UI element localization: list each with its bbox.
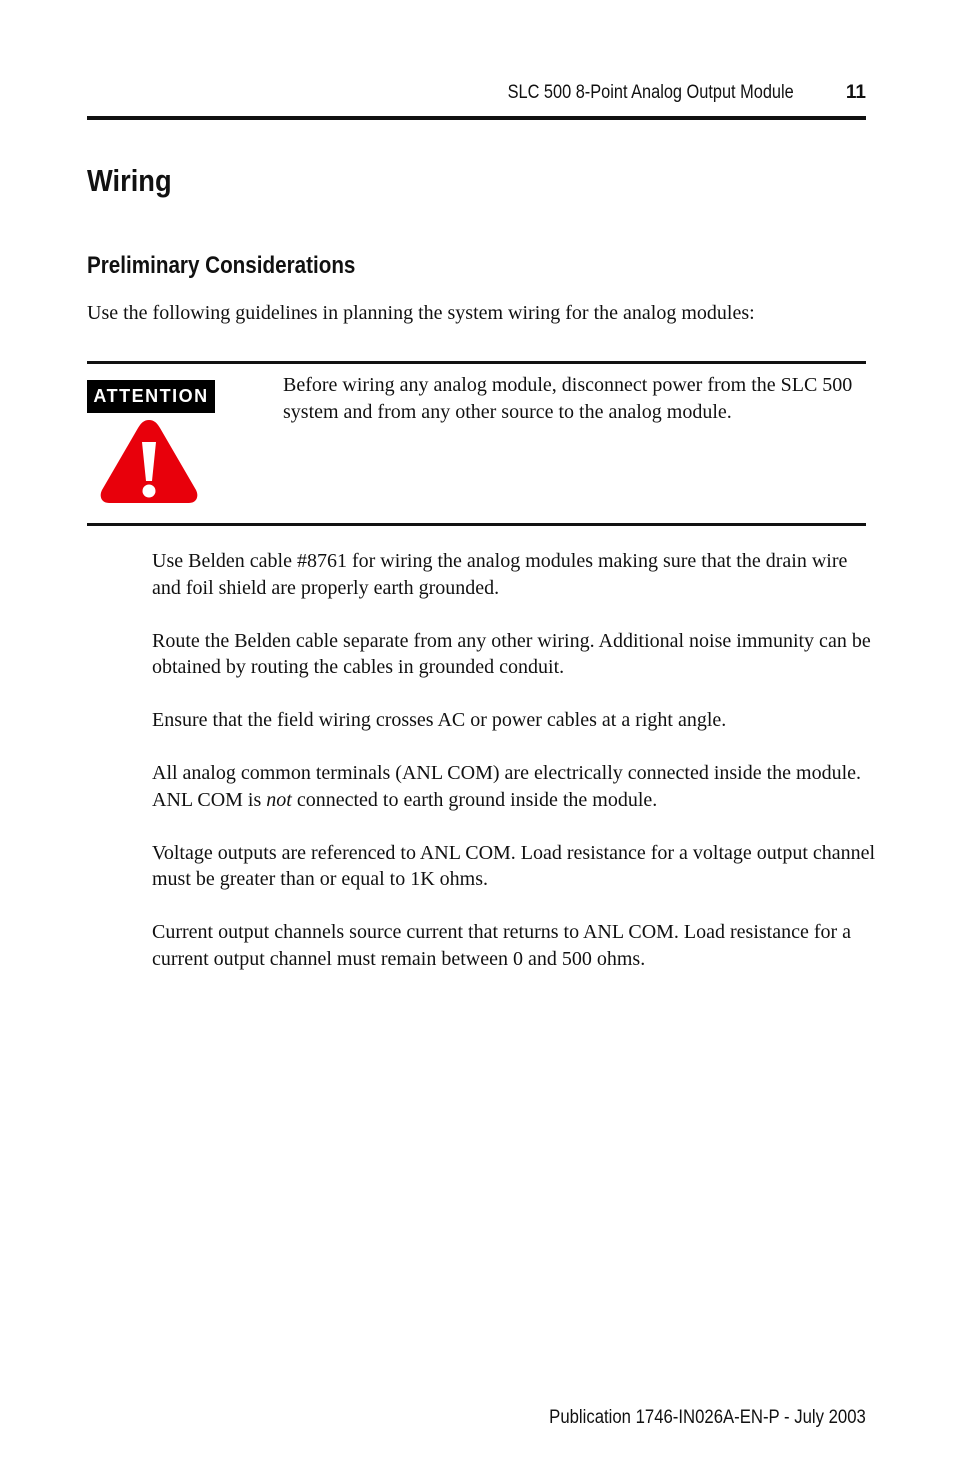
guideline-item: Voltage outputs are referenced to ANL COM. Load resistance for a voltage output channel must be greater than or equal to 1K ohms. <box>152 841 876 890</box>
page-header <box>87 80 866 110</box>
guideline-text: All analog common terminals (ANL COM) are electrically connected inside the module. ANL COM is <box>152 762 862 811</box>
section-subtitle: Preliminary Considerations <box>87 252 356 279</box>
header-rule <box>87 116 866 120</box>
guideline-emphasis: not <box>266 788 292 811</box>
header-title: SLC 500 8-Point Analog Output Module <box>507 82 794 103</box>
attention-rule-top <box>87 361 866 364</box>
attention-rule-bottom <box>87 523 866 526</box>
section-title: Wiring <box>87 163 172 198</box>
intro-text: Use the following guidelines in planning the system wiring for the analog modules: <box>87 302 755 324</box>
warning-triangle-icon <box>97 414 201 506</box>
page-number: 11 <box>845 82 866 103</box>
guideline-list <box>152 548 877 999</box>
guideline-item: Route the Belden cable separate from any other wiring. Additional noise immunity can be obtained by routing the cables in grounded conduit. <box>152 629 871 678</box>
attention-badge: ATTENTION <box>87 380 215 413</box>
guideline-text: connected to earth ground inside the module. <box>291 788 658 811</box>
guideline-item: Use Belden cable #8761 for wiring the analog modules making sure that the drain wire and foil shield are properly earth grounded. <box>152 550 848 599</box>
publication-footer: Publication 1746-IN026A-EN-P - July 2003 <box>549 1407 866 1428</box>
guideline-item <box>152 760 877 813</box>
guideline-item: Ensure that the field wiring crosses AC or power cables at a right angle. <box>152 709 727 731</box>
attention-text: Before wiring any analog module, disconnect power from the SLC 500 system and from any other source to the analog module. <box>283 374 853 423</box>
guideline-item: Current output channels source current that returns to ANL COM. Load resistance for a current output channel must remain between 0 and 500 ohms. <box>152 921 852 970</box>
